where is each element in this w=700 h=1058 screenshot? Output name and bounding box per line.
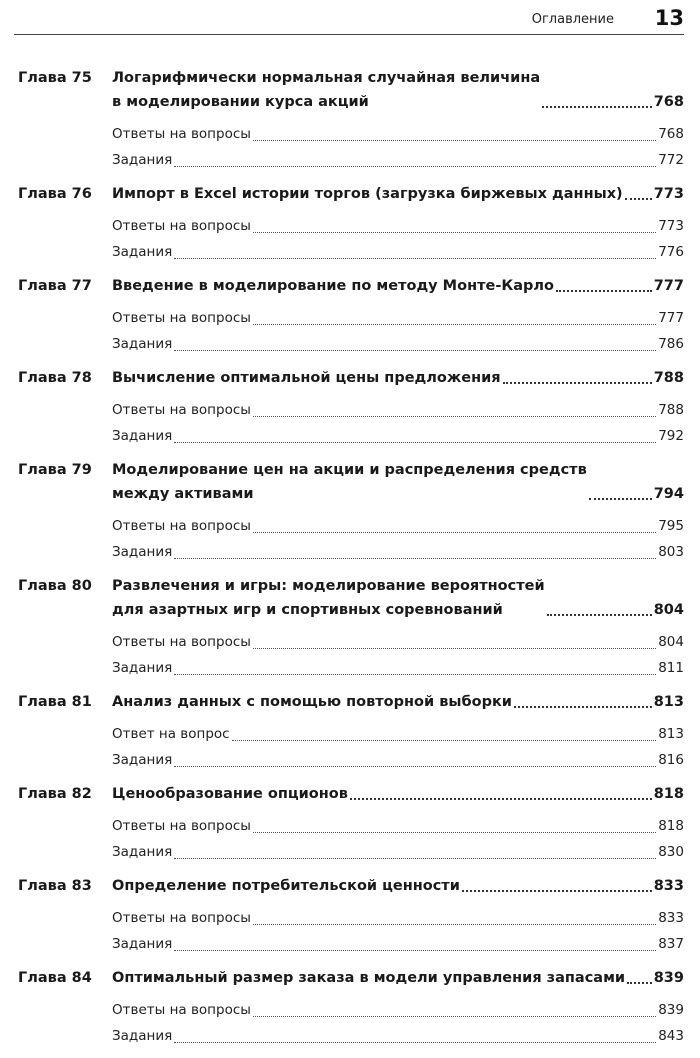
toc-chapter[interactable] (18, 366, 684, 449)
entry-page: 830 (658, 844, 684, 860)
entry-page: 768 (658, 126, 684, 142)
toc-entry[interactable] (112, 513, 684, 539)
dot-leader (174, 674, 656, 675)
entry-page: 772 (658, 152, 684, 168)
toc-entry[interactable] (112, 331, 684, 357)
dot-leader (253, 232, 656, 233)
entry-page: 777 (658, 310, 684, 326)
toc-entry[interactable] (112, 305, 684, 331)
chapter-page: 773 (653, 186, 684, 202)
entry-page: 803 (658, 544, 684, 560)
entry-title: Ответы на вопросы (112, 402, 251, 418)
toc-entry[interactable] (112, 747, 684, 773)
entry-page: 776 (658, 244, 684, 260)
chapter-page: 794 (653, 486, 684, 502)
chapter-label: Глава 83 (18, 878, 92, 894)
entry-page: 804 (658, 634, 684, 650)
dot-leader (542, 106, 652, 108)
dot-leader (514, 706, 652, 708)
toc-chapter[interactable] (18, 966, 684, 1049)
entry-title: Задания (112, 336, 173, 352)
dot-leader (627, 982, 652, 984)
chapter-title: Импорт в Excel истории торгов (загрузка биржевых данных) (112, 186, 623, 202)
toc-chapter[interactable] (18, 458, 684, 565)
chapter-label: Глава 77 (18, 278, 92, 294)
toc-entry[interactable] (112, 213, 684, 239)
entry-page: 811 (658, 660, 684, 676)
chapter-page: 839 (653, 970, 684, 986)
chapter-page: 777 (653, 278, 684, 294)
toc-entry[interactable] (112, 813, 684, 839)
dot-leader (253, 416, 656, 417)
toc-entry[interactable] (112, 1023, 684, 1049)
dot-leader (174, 166, 656, 167)
chapter-title: Ценообразование опционов (112, 786, 348, 802)
chapter-page: 768 (653, 94, 684, 110)
toc-entry[interactable] (112, 239, 684, 265)
toc-chapter[interactable] (18, 182, 684, 265)
entry-page: 843 (658, 1028, 684, 1044)
chapter-label: Глава 81 (18, 694, 92, 710)
toc-entry[interactable] (112, 931, 684, 957)
dot-leader (253, 924, 656, 925)
dot-leader (174, 558, 656, 559)
entry-title: Задания (112, 544, 173, 560)
dot-leader (253, 532, 656, 533)
entry-title: Ответы на вопросы (112, 818, 251, 834)
chapter-page: 818 (653, 786, 684, 802)
toc-entry[interactable] (112, 423, 684, 449)
toc-chapter[interactable] (18, 782, 684, 865)
dot-leader (174, 258, 656, 259)
toc-entry[interactable] (112, 629, 684, 655)
entry-page: 792 (658, 428, 684, 444)
entry-page: 837 (658, 936, 684, 952)
entry-page: 818 (658, 818, 684, 834)
chapter-label: Глава 82 (18, 786, 92, 802)
entry-title: Задания (112, 244, 173, 260)
entry-title: Задания (112, 752, 173, 768)
entry-title: Задания (112, 936, 173, 952)
dot-leader (556, 290, 652, 292)
entry-page: 773 (658, 218, 684, 234)
dot-leader (625, 198, 652, 200)
toc-entry[interactable] (112, 839, 684, 865)
dot-leader (253, 1016, 656, 1017)
entry-page: 786 (658, 336, 684, 352)
entry-title: Ответы на вопросы (112, 310, 251, 326)
table-of-contents (18, 66, 684, 1058)
entry-title: Задания (112, 152, 173, 168)
dot-leader (174, 858, 656, 859)
entry-title: Ответы на вопросы (112, 218, 251, 234)
entry-title: Ответ на вопрос (112, 726, 230, 742)
entry-title: Задания (112, 1028, 173, 1044)
toc-chapter[interactable] (18, 874, 684, 957)
dot-leader (174, 766, 656, 767)
entry-page: 788 (658, 402, 684, 418)
entry-title: Ответы на вопросы (112, 518, 251, 534)
chapter-label: Глава 78 (18, 370, 92, 386)
entry-title: Ответы на вопросы (112, 634, 251, 650)
toc-entry[interactable] (112, 397, 684, 423)
page-number: 13 (654, 6, 684, 30)
chapter-label: Глава 75 (18, 70, 92, 86)
toc-entry[interactable] (112, 721, 684, 747)
entry-page: 833 (658, 910, 684, 926)
chapter-page: 833 (653, 878, 684, 894)
entry-page: 816 (658, 752, 684, 768)
toc-chapter[interactable] (18, 690, 684, 773)
chapter-title: Оптимальный размер заказа в модели управления запасами (112, 970, 626, 986)
dot-leader (253, 648, 656, 649)
dot-leader (232, 740, 657, 741)
toc-chapter[interactable] (18, 274, 684, 357)
toc-entry[interactable] (112, 147, 684, 173)
chapter-page: 813 (653, 694, 684, 710)
dot-leader (174, 1042, 656, 1043)
chapter-title: Логарифмически нормальная случайная величина в моделировании курса акций (112, 70, 541, 110)
dot-leader (253, 832, 656, 833)
page-header (14, 0, 684, 35)
toc-chapter[interactable] (18, 574, 684, 681)
entry-title: Ответы на вопросы (112, 126, 251, 142)
running-header-title: Оглавление (531, 12, 614, 27)
dot-leader (462, 890, 652, 892)
dot-leader (174, 442, 656, 443)
dot-leader (253, 324, 656, 325)
chapter-title: Введение в моделирование по методу Монте-Карло (112, 278, 554, 294)
entry-page: 839 (658, 1002, 684, 1018)
toc-entry[interactable] (112, 121, 684, 147)
chapter-title: Развлечения и игры: моделирование вероятностей для азартных игр и спортивных соревнований (112, 578, 545, 618)
toc-entry[interactable] (112, 905, 684, 931)
entry-title: Ответы на вопросы (112, 1002, 251, 1018)
dot-leader (350, 798, 652, 800)
dot-leader (547, 614, 652, 616)
toc-entry[interactable] (112, 655, 684, 681)
chapter-title: Анализ данных с помощью повторной выборки (112, 694, 512, 710)
entry-page: 813 (658, 726, 684, 742)
dot-leader (174, 350, 656, 351)
toc-chapter[interactable] (18, 66, 684, 173)
entry-title: Ответы на вопросы (112, 910, 251, 926)
dot-leader (253, 140, 656, 141)
dot-leader (589, 498, 652, 500)
toc-entry[interactable] (112, 997, 684, 1023)
entry-title: Задания (112, 428, 173, 444)
chapter-label: Глава 84 (18, 970, 92, 986)
chapter-title: Вычисление оптимальной цены предложения (112, 370, 501, 386)
chapter-title: Определение потребительской ценности (112, 878, 460, 894)
entry-page: 795 (658, 518, 684, 534)
chapter-label: Глава 76 (18, 186, 92, 202)
chapter-page: 804 (653, 602, 684, 618)
toc-entry[interactable] (112, 539, 684, 565)
chapter-page: 788 (653, 370, 684, 386)
chapter-label: Глава 80 (18, 578, 92, 594)
dot-leader (174, 950, 656, 951)
entry-title: Задания (112, 660, 173, 676)
chapter-title: Моделирование цен на акции и распределения средств между активами (112, 462, 587, 502)
chapter-label: Глава 79 (18, 462, 92, 478)
entry-title: Задания (112, 844, 173, 860)
dot-leader (503, 382, 652, 384)
